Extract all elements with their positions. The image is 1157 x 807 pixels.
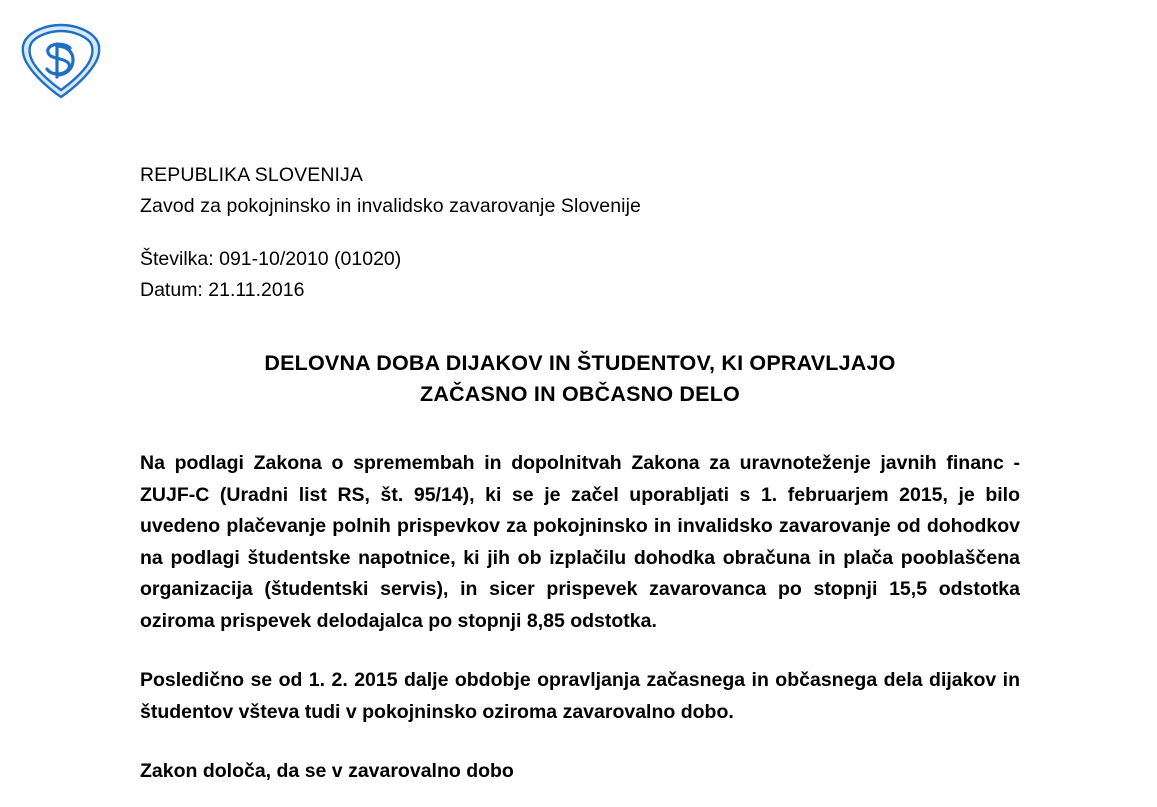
- page-bottom-mask: [0, 735, 1157, 743]
- document-content: [140, 160, 1020, 807]
- page-title: [140, 348, 1020, 410]
- page-title-line-2: ZAČASNO IN OBČASNO DELO: [420, 382, 740, 406]
- reference-block: [140, 244, 1020, 306]
- zpiz-logo: [18, 22, 104, 102]
- organization-line-2: Zavod za pokojninsko in invalidsko zavarovanje Slovenije: [140, 195, 641, 217]
- body-paragraph-2: Posledično se od 1. 2. 2015 dalje obdobje opravljanja začasnega in občasnega dela dijakov in študentov všteva tudi v pokojninsko oziroma zavarovalno dobo.: [140, 669, 1020, 723]
- page-title-line-1: DELOVNA DOBA DIJAKOV IN ŠTUDENTOV, KI OPRAVLJAJO: [264, 351, 896, 375]
- body-paragraph-1: Na podlagi Zakona o spremembah in dopolnitvah Zakona za uravnoteženje javnih financ - ZUJF-C (Uradni list RS, št. 95/14), ki se je začel uporabljati s 1. februarjem 2015, je bilo uvedeno plačevanje polnih prispevkov za pokojninsko in invalidsko zavarovanje od dohodkov na podlagi študentske napotnice, ki jih ob izplačilu dohodka obračuna in plača pooblaščena organizacija (študentski servis), in sicer prispevek zavarovanca po stopnji 15,5 odstotka oziroma prispevek delodajalca po stopnji 8,85 odstotka.: [140, 452, 1020, 632]
- reference-number: Številka: 091-10/2010 (01020): [140, 248, 402, 270]
- organization-line-1: REPUBLIKA SLOVENIJA: [140, 164, 363, 186]
- body-paragraph-3: Zakon določa, da se v zavarovalno dobo: [140, 760, 514, 782]
- reference-date: Datum: 21.11.2016: [140, 279, 305, 301]
- organization-block: [140, 160, 1020, 222]
